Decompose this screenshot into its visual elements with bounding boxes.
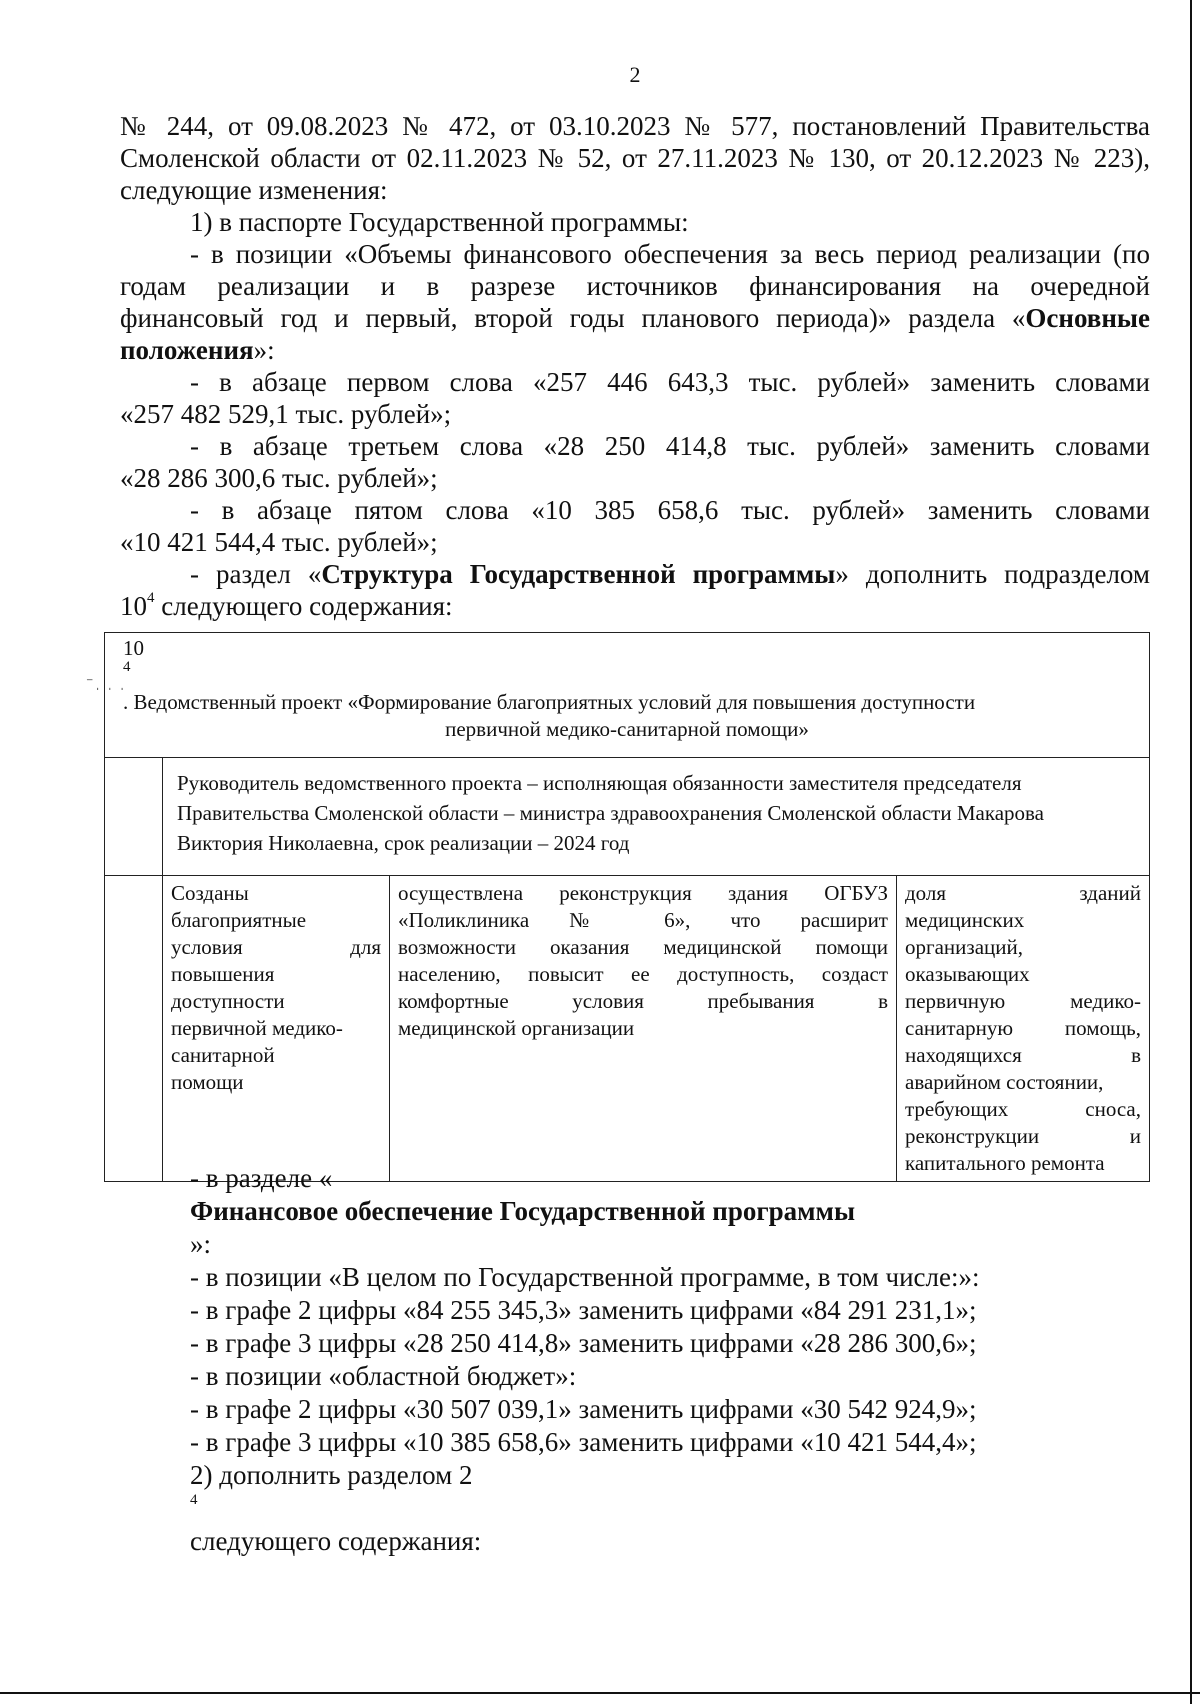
finance-heading: - в разделе « Финансовое обеспечение Государственной программы »: bbox=[190, 1163, 856, 1259]
position-line: - в позиции «Объемы финансового обеспечения за весь период реализации (по bbox=[190, 239, 1150, 269]
abz5-line: «10 421 544,4 тыс. рублей»; bbox=[120, 527, 438, 557]
finance-line: - в позиции «В целом по Государственной программе, в том числе:»: bbox=[190, 1262, 980, 1292]
finance-line: - в графе 3 цифры «10 385 658,6» заменить цифрами «10 421 544,4»; bbox=[190, 1427, 977, 1457]
intro-line: следующие изменения: bbox=[120, 175, 388, 205]
task-cell: Созданы благоприятные условия для повышения доступности первичной медико- санитарной помощи bbox=[163, 876, 390, 1182]
scan-artifact: ⁻ˌ ˌ ˌ bbox=[86, 676, 127, 691]
page-edge bbox=[1190, 0, 1192, 1704]
table-cell-empty bbox=[105, 758, 163, 876]
indicator-cell: доля зданий медицинских организаций, оказывающих первичную медико- санитарную помощь, находящихся в аварийном состоянии, требующих сноса, реконструкции и капитального ремонта bbox=[897, 876, 1150, 1182]
structure-line: - раздел «Структура Государственной программы» дополнить подразделом bbox=[190, 559, 1150, 589]
abz5-line: - в абзаце пятом слова «10 385 658,6 тыс. рублей» заменить словами bbox=[190, 495, 1150, 525]
table-row bbox=[105, 876, 1150, 1182]
finance-line: - в графе 2 цифры «84 255 345,3» заменить цифрами «84 291 231,1»; bbox=[190, 1295, 977, 1325]
page-number: 2 bbox=[629, 62, 641, 87]
table-cell-empty bbox=[105, 876, 163, 1182]
abz1-line: - в абзаце первом слова «257 446 643,3 тыс. рублей» заменить словами bbox=[190, 367, 1150, 397]
intro-line: Смоленской области от 02.11.2023 № 52, от 27.11.2023 № 130, от 20.12.2023 № 223), bbox=[120, 143, 1150, 173]
table-row bbox=[105, 758, 1150, 876]
finance-line: - в графе 3 цифры «28 250 414,8» заменить цифрами «28 286 300,6»; bbox=[190, 1328, 977, 1358]
table-header-row bbox=[105, 633, 1150, 758]
abz3-line: «28 286 300,6 тыс. рублей»; bbox=[120, 463, 438, 493]
structure-line: $10^4$ следующего содержания: bbox=[120, 590, 453, 621]
effect-cell: осуществлена реконструкция здания ОГБУЗ «Поликлиника № 6», что расширит возможности оказания медицинской помощи населению, повысит ее доступность, создаст комфортные условия пребывания в медицинской организации bbox=[390, 876, 897, 1182]
position-line: положения»: bbox=[120, 335, 275, 365]
project-table bbox=[104, 632, 1150, 1182]
finance-section bbox=[190, 1162, 980, 1558]
table-header-cell: 10 $^4$ . Ведомственный проект «Формирование благоприятных условий для повышения доступности первичной медико-санитарной помощи» bbox=[105, 633, 1150, 758]
item-1: 1) в паспорте Государственной программы: bbox=[190, 207, 689, 237]
finance-line: - в графе 2 цифры «30 507 039,1» заменить цифрами «30 542 924,9»; bbox=[190, 1394, 977, 1424]
abz1-line: «257 482 529,1 тыс. рублей»; bbox=[120, 399, 452, 429]
project-leader-cell: Руководитель ведомственного проекта – исполняющая обязанности заместителя председателя Правительства Смоленской области – министра здравоохранения Смоленской области Макарова Виктория Николаевна, срок реализации – 2024 год bbox=[163, 758, 1150, 876]
page-edge-bottom bbox=[0, 1692, 1200, 1694]
abz3-line: - в абзаце третьем слова «28 250 414,8 тыс. рублей» заменить словами bbox=[190, 431, 1150, 461]
item-2: 2) дополнить разделом 2 $^4$ следующего содержания: bbox=[190, 1460, 482, 1556]
position-line: годам реализации и в разрезе источников финансирования на очередной bbox=[120, 271, 1150, 301]
intro-paragraph bbox=[120, 110, 1150, 622]
position-line: финансовый год и первый, второй годы планового периода)» раздела «Основные bbox=[120, 303, 1150, 333]
finance-line: - в позиции «областной бюджет»: bbox=[190, 1361, 577, 1391]
intro-line: № 244, от 09.08.2023 № 472, от 03.10.2023 № 577, постановлений Правительства bbox=[120, 111, 1150, 141]
